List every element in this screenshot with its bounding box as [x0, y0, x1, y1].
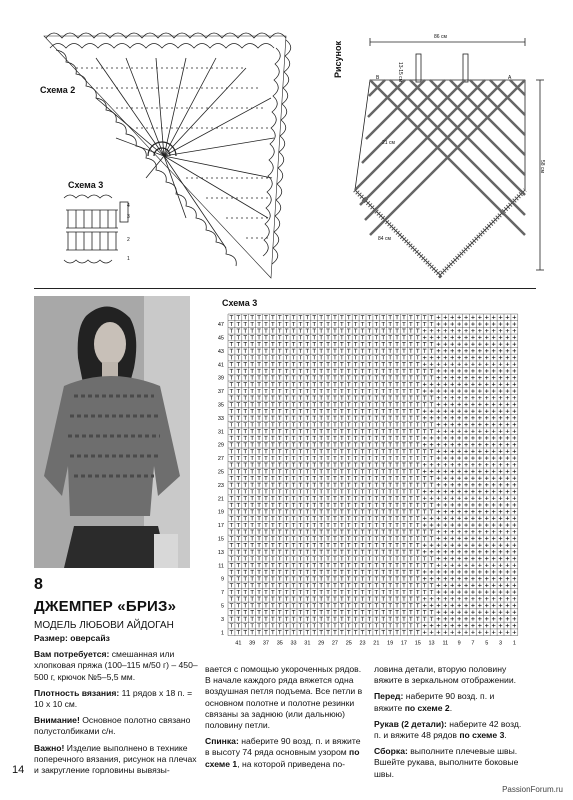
sleeves-value: наберите 42 возд. п. и вяжите 48 рядов: [374, 718, 522, 741]
section-divider: [34, 288, 536, 289]
col-label: 33: [290, 640, 297, 647]
col-label: 17: [400, 640, 408, 647]
size-label: Размер:: [34, 633, 68, 643]
important-value: Изделие выполнено в технике поперечного вязания, рисунок на плечах и закругление горловины вывязы-: [34, 742, 197, 776]
assembly-value: выполните плечевые швы. Вшейте рукава, выполните боковые швы.: [374, 746, 519, 779]
article-author: МОДЕЛЬ ЛЮБОВИ АЙДОГАН: [34, 620, 174, 631]
materials-value: смешанная или хлопковая пряжа (100–115 м/50 г) – 450–500 г, крючок №5–5,5 мм.: [34, 649, 198, 682]
back-tail: , на которой приведена по-: [237, 758, 345, 769]
row-label: 37: [217, 389, 224, 396]
col-label: 3: [499, 640, 503, 647]
front-value: наберите 90 возд. п. и вяжите: [374, 691, 495, 713]
row-label: 41: [217, 362, 224, 369]
drawing-diagonal-label: 84 см: [378, 236, 391, 242]
page-number: 14: [12, 764, 25, 776]
scheme3-small-diagram: [62, 194, 136, 274]
drawing-corner-a: A: [508, 75, 512, 81]
row-label: 33: [217, 415, 224, 422]
row-label: 27: [217, 456, 224, 463]
scheme3-small-row-4: 4: [127, 203, 130, 209]
col-label: 27: [331, 640, 339, 647]
sleeves-scheme: по схеме 3: [459, 730, 505, 741]
row-label: 9: [220, 576, 224, 583]
row-label: 45: [217, 335, 224, 342]
scheme2-label: Схема 2: [40, 85, 76, 95]
row-label: 21: [217, 496, 224, 503]
row-label: 31: [217, 429, 224, 436]
scheme3-small-row-2: 2: [127, 237, 130, 243]
row-label: 39: [217, 375, 224, 382]
col-label: 11: [442, 640, 449, 647]
col-label: 31: [304, 640, 311, 647]
row-label: 13: [217, 549, 224, 556]
drawing-height-label: 58 см: [539, 160, 545, 173]
col2-text1: вается с помощью укороченных рядов. В начале каждого ряда вяжется одна воздушная петля подъема. Все петли в основном полотне и полотне резинки связаны за заднюю (или дальнюю) половину петли.: [205, 664, 363, 731]
drawing-corner-b: B: [376, 75, 380, 81]
article-column-1: [34, 633, 198, 781]
article-column-2: [205, 664, 365, 775]
row-label: 3: [220, 616, 224, 623]
row-label: 17: [217, 523, 224, 530]
assembly-label: Сборка:: [374, 746, 408, 757]
col-label: 1: [512, 640, 516, 647]
col3-text1: ловина детали, вторую половину вяжите в зеркальном отображении.: [374, 664, 517, 686]
col-label: 39: [249, 640, 256, 647]
sleeves-label: Рукав (2 детали):: [374, 718, 447, 729]
col-label: 35: [276, 640, 283, 647]
article-column-3: ловина детали, вторую половину вяжите в зеркальном отображении. Перед: наберите 90 возд. п. и вяжите по схеме 2. Рукав (2 детали): наберите 42 возд. п. и вяжите 48 рядов по схеме 3. Сборка: выполните плечевые швы. Вшейте рукава, выполните боковые швы.: [374, 664, 522, 779]
row-label: 25: [217, 469, 224, 476]
important-label: Важно!: [34, 742, 65, 753]
row-label: 29: [217, 442, 224, 449]
row-label: 19: [217, 509, 224, 516]
col-label: 41: [235, 640, 242, 647]
col-label: 37: [262, 640, 270, 647]
scheme3-small-label: Схема 3: [68, 180, 104, 190]
col-label: 29: [318, 640, 325, 647]
drawing-small-label: 13-15 см: [397, 62, 403, 83]
row-label: 35: [217, 402, 224, 409]
col-label: 15: [414, 640, 421, 647]
density-value: 11 рядов x 18 п. = 10 x 10 см.: [34, 687, 193, 710]
chart-title: Схема 3: [222, 298, 258, 308]
col-label: 5: [485, 640, 489, 647]
attention-label: Внимание!: [34, 715, 80, 726]
article-number: 8: [34, 576, 43, 593]
drawing-inner-label: 21 см: [382, 140, 395, 146]
row-label: 43: [217, 348, 224, 355]
stitch-chart: [200, 308, 530, 666]
density-label: Плотность вязания:: [34, 687, 120, 698]
back-value: наберите 90 возд. п. и вяжите в высоту 74 ряда основным узором: [205, 736, 361, 758]
materials-label: Вам потребуется:: [34, 649, 110, 660]
row-label: 15: [217, 536, 224, 543]
drawing-diagram: [340, 30, 555, 285]
article-title: ДЖЕМПЕР «БРИЗ»: [34, 598, 177, 615]
scheme3-small-row-1: 1: [127, 256, 130, 262]
col-label: 21: [373, 640, 380, 647]
row-label: 23: [217, 482, 224, 489]
drawing-label: Рисунок: [333, 41, 343, 78]
row-label: 5: [220, 603, 224, 610]
attention-value: Основное полотно связано полустолбиками с/н.: [34, 715, 191, 737]
col-label: 7: [471, 640, 475, 647]
front-label: Перед:: [374, 691, 404, 702]
col-label: 9: [457, 640, 461, 647]
col-label: 13: [428, 640, 435, 647]
col-label: 25: [345, 640, 352, 647]
col-label: 19: [387, 640, 394, 647]
model-photo: [34, 296, 190, 568]
row-label: 47: [217, 322, 224, 329]
row-label: 1: [220, 630, 224, 637]
drawing-width-label: 86 см: [434, 34, 447, 40]
size-value: оверсайз: [70, 633, 110, 643]
scheme3-small-row-3: 3: [127, 214, 130, 220]
front-scheme: по схеме 2: [404, 702, 450, 713]
watermark: PassionForum.ru: [502, 785, 563, 794]
row-label: 11: [218, 563, 224, 570]
back-scheme: по схеме 1: [205, 747, 360, 769]
back-label: Спинка:: [205, 736, 239, 747]
row-label: 7: [220, 590, 224, 597]
col-label: 23: [359, 640, 366, 647]
